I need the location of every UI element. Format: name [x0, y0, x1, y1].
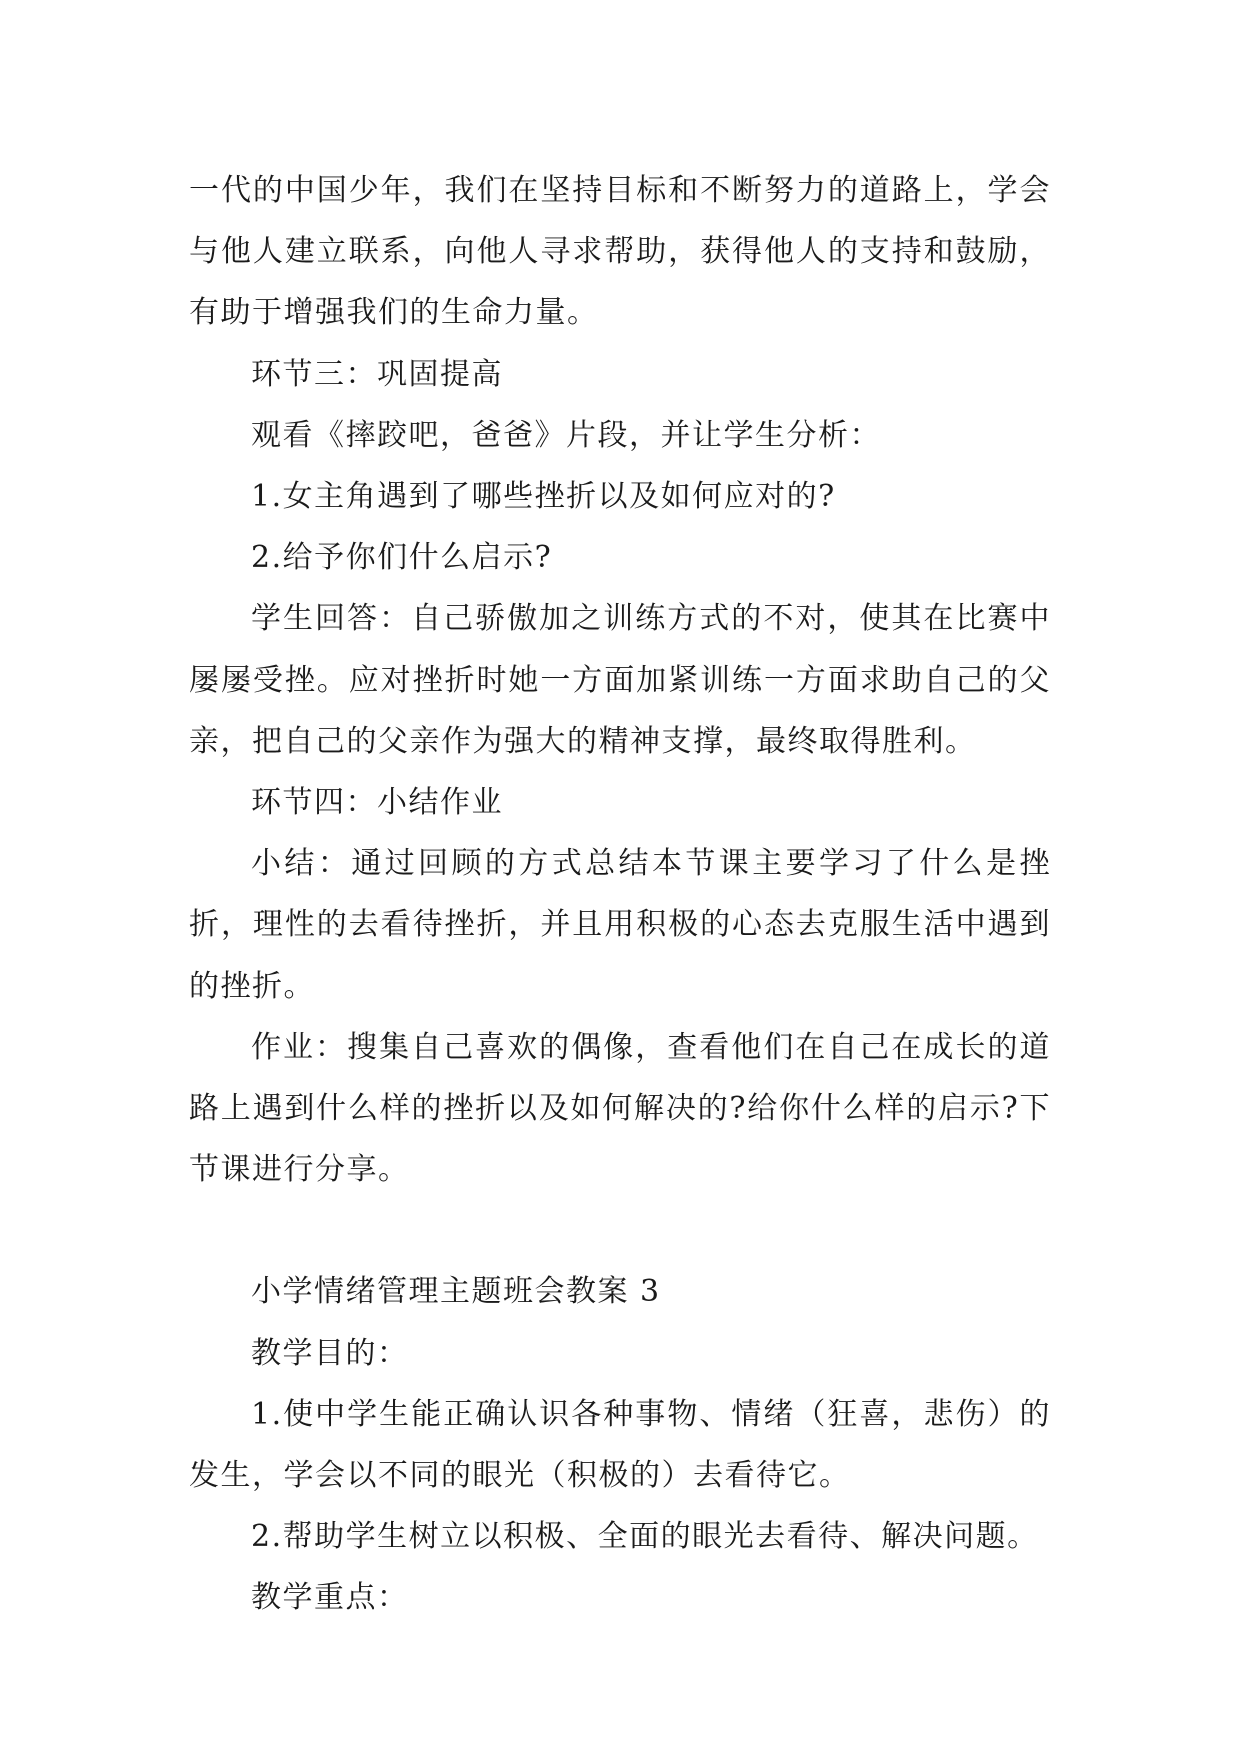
question-2: 2.给予你们什么启示? [251, 540, 553, 576]
document-body [189, 160, 1051, 1629]
section-heading-3: 环节三：巩固提高 [251, 356, 503, 392]
paragraph-student-answer: 学生回答：自己骄傲加之训练方式的不对，使其在比赛中屡屡受挫。应对挫折时她一方面加紧训练一方面求助自己的父亲，把自己的父亲作为强大的精神支撑，最终取得胜利。 [189, 601, 1051, 759]
paragraph-summary: 小结：通过回顾的方式总结本节课主要学习了什么是挫折，理性的去看待挫折，并且用积极的心态去克服生活中遇到的挫折。 [189, 846, 1051, 1004]
lesson-plan-title: 小学情绪管理主题班会教案 3 [251, 1274, 661, 1310]
teaching-goal-2: 2.帮助学生树立以积极、全面的眼光去看待、解决问题。 [251, 1519, 1039, 1555]
teaching-goals-heading: 教学目的： [251, 1335, 409, 1371]
paragraph-homework: 作业：搜集自己喜欢的偶像，查看他们在自己在成长的道路上遇到什么样的挫折以及如何解决的?给你什么样的启示?下节课进行分享。 [189, 1029, 1051, 1188]
paragraph-activity: 观看《摔跤吧，爸爸》片段，并让学生分析： [251, 417, 881, 453]
teaching-goal-1: 1.使中学生能正确认识各种事物、情绪（狂喜，悲伤）的发生，学会以不同的眼光（积极的）去看待它。 [189, 1396, 1051, 1494]
paragraph-continuation: 一代的中国少年，我们在坚持目标和不断努力的道路上，学会与他人建立联系，向他人寻求帮助，获得他人的支持和鼓励，有助于增强我们的生命力量。 [189, 173, 1051, 331]
teaching-focus-heading: 教学重点： [251, 1580, 409, 1616]
question-1: 1.女主角遇到了哪些挫折以及如何应对的? [251, 479, 836, 515]
section-heading-4: 环节四：小结作业 [251, 785, 503, 821]
section-spacer [189, 1200, 1051, 1261]
